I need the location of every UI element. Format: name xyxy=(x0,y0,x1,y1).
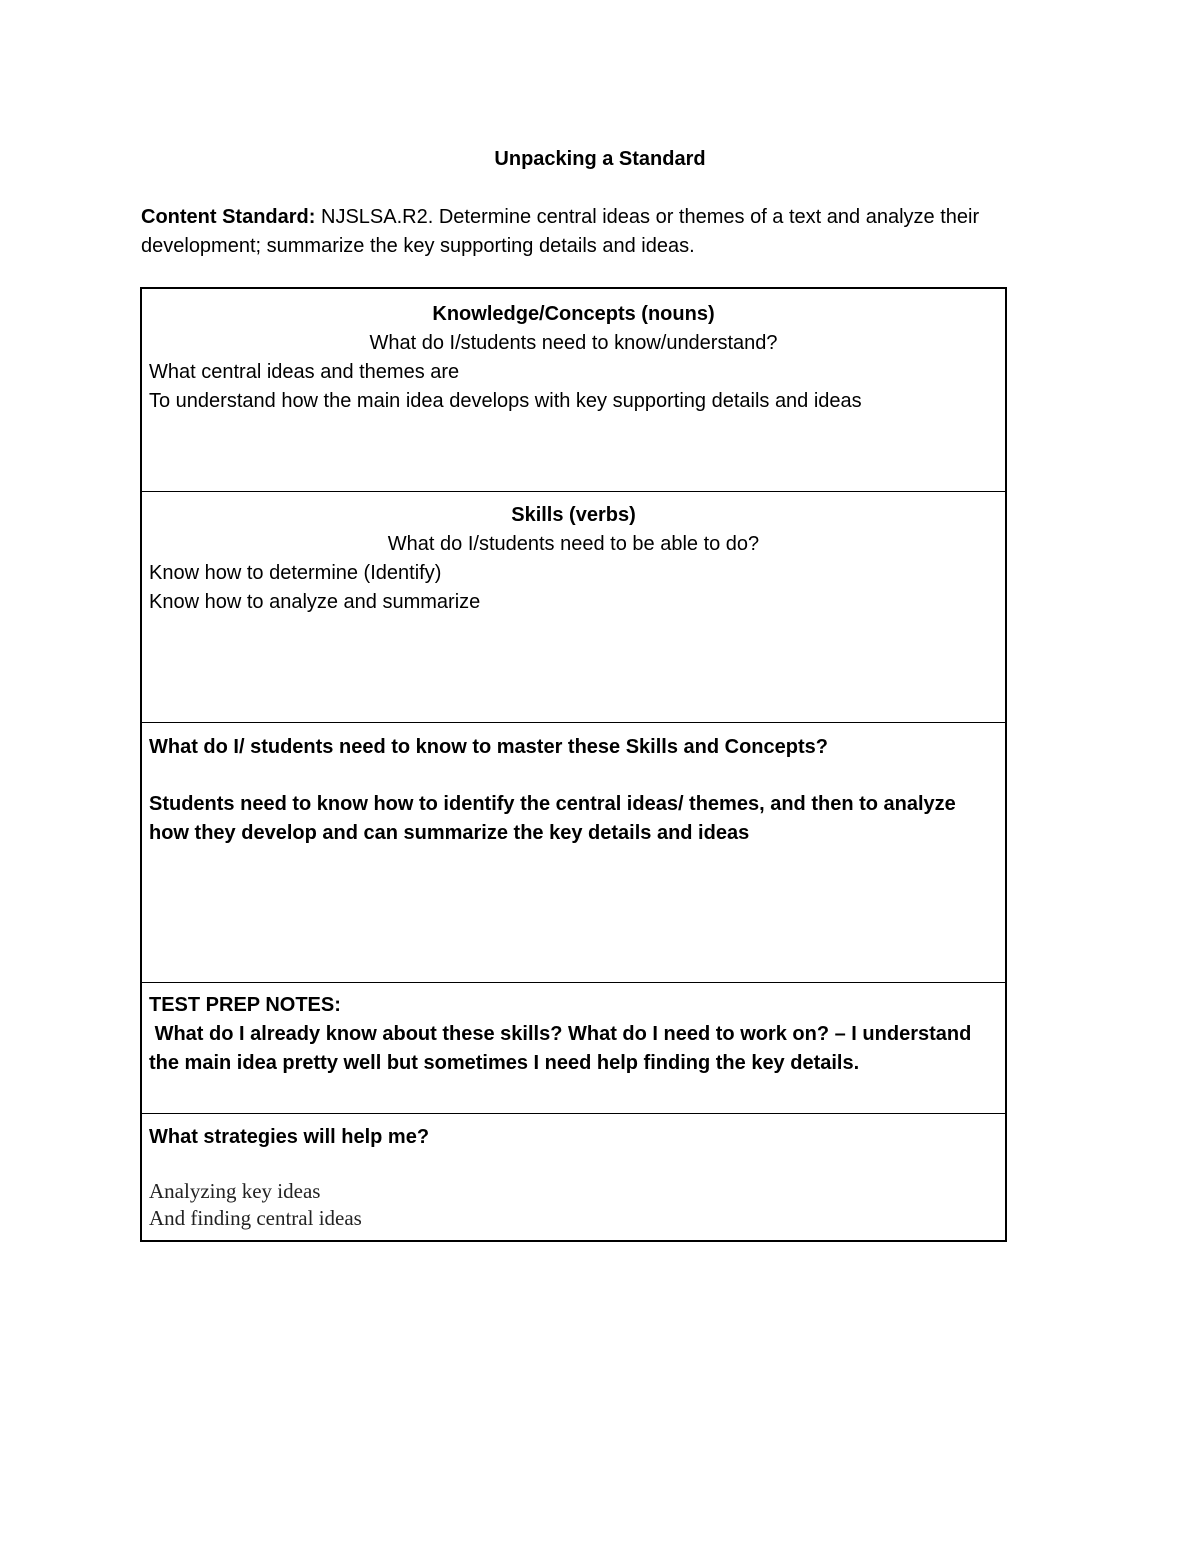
test-prep-section xyxy=(142,983,1005,1114)
content-standard xyxy=(141,203,1031,261)
test-prep-text: What do I already know about these skills? What do I need to work on? – I understand the main idea pretty well but sometimes I need help finding the key details. xyxy=(149,1023,977,1074)
strategies-answer: Analyzing key ideas xyxy=(149,1179,321,1203)
mastery-section xyxy=(142,723,1005,983)
unpacking-table xyxy=(140,287,1007,1242)
strategies-question: What strategies will help me? xyxy=(149,1126,430,1148)
mastery-answer: Students need to know how to identify the central ideas/ themes, and then to analyze how they develop and can summarize the key details and ideas xyxy=(149,793,956,844)
knowledge-section xyxy=(142,289,1005,492)
spacer xyxy=(149,762,998,790)
knowledge-question: What do I/students need to know/understand? xyxy=(369,332,778,354)
skills-answer: Know how to analyze and summarize xyxy=(149,591,481,613)
spacer xyxy=(149,1152,998,1178)
strategies-answer: And finding central ideas xyxy=(149,1206,362,1230)
test-prep-heading: TEST PREP NOTES: xyxy=(149,994,341,1016)
knowledge-answer: What central ideas and themes are xyxy=(149,361,460,383)
skills-question: What do I/students need to be able to do? xyxy=(387,533,760,555)
knowledge-answer: To understand how the main idea develops with key supporting details and ideas xyxy=(149,390,862,412)
knowledge-heading: Knowledge/Concepts (nouns) xyxy=(432,303,715,325)
content-standard-text: NJSLSA.R2. Determine central ideas or themes of a text and analyze their development; summarize the key supporting details and ideas. xyxy=(141,206,980,257)
skills-answer: Know how to determine (Identify) xyxy=(149,562,442,584)
skills-section xyxy=(142,492,1005,723)
skills-heading: Skills (verbs) xyxy=(511,504,636,526)
mastery-question: What do I/ students need to know to master these Skills and Concepts? xyxy=(149,736,828,758)
page-title: Unpacking a Standard xyxy=(494,148,706,170)
strategies-section xyxy=(142,1114,1005,1240)
content-standard-label: Content Standard: xyxy=(141,206,316,228)
